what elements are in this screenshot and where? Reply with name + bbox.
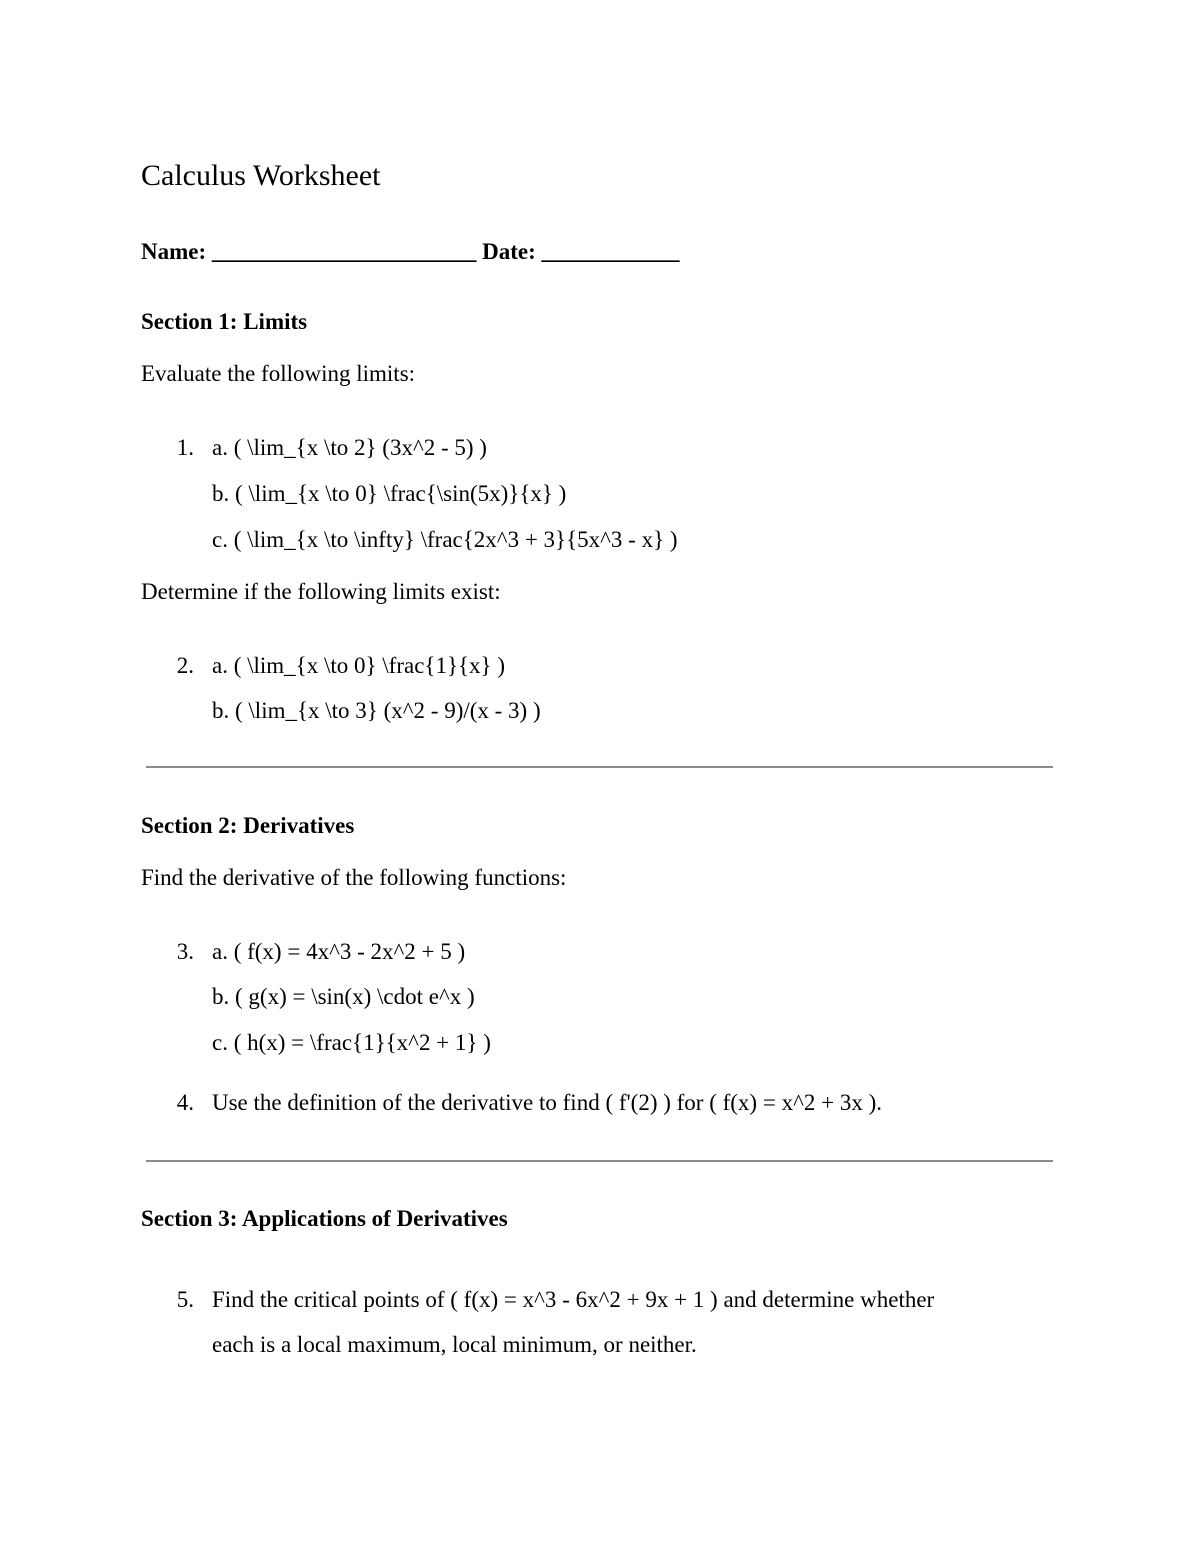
section-2-heading: Section 2: Derivatives	[141, 813, 355, 838]
question-2b: b. ( \lim_{x \to 3} (x^2 - 9)/(x - 3) )	[212, 698, 541, 723]
question-5-line-2: each is a local maximum, local minimum, or neither.	[212, 1332, 697, 1357]
question-1a: a. ( \lim_{x \to 2} (3x^2 - 5) )	[212, 435, 487, 460]
question-4-text: Use the definition of the derivative to find ( f'(2) ) for ( f(x) = x^2 + 3x ).	[212, 1090, 882, 1115]
section-1-instruction-exist: Determine if the following limits exist:	[141, 579, 501, 604]
question-1c: c. ( \lim_{x \to \infty} \frac{2x^3 + 3}{5x^3 - x} )	[212, 527, 678, 552]
question-2a: a. ( \lim_{x \to 0} \frac{1}{x} )	[212, 653, 505, 678]
section-1-heading: Section 1: Limits	[141, 309, 308, 334]
question-3-number: 3.	[176, 939, 194, 964]
section-2-instruction: Find the derivative of the following functions:	[141, 865, 567, 890]
question-4-number: 4.	[176, 1090, 194, 1115]
question-5-number: 5.	[176, 1287, 194, 1312]
question-3c: c. ( h(x) = \frac{1}{x^2 + 1} )	[212, 1030, 491, 1055]
section-1-instruction-evaluate: Evaluate the following limits:	[141, 361, 416, 386]
question-3b: b. ( g(x) = \sin(x) \cdot e^x )	[212, 984, 475, 1009]
section-divider	[146, 766, 1053, 768]
section-3-heading: Section 3: Applications of Derivatives	[141, 1206, 508, 1231]
question-3a: a. ( f(x) = 4x^3 - 2x^2 + 5 )	[212, 939, 466, 964]
question-2-number: 2.	[176, 653, 194, 678]
question-1b: b. ( \lim_{x \to 0} \frac{\sin(5x)}{x} )	[212, 481, 567, 506]
name-blank: _______________________	[211, 239, 477, 264]
date-label: Date:	[482, 239, 536, 264]
date-blank: ____________	[541, 239, 680, 264]
section-divider	[146, 1160, 1053, 1162]
name-date-line	[141, 238, 680, 266]
name-label: Name:	[141, 239, 207, 264]
page-title: Calculus Worksheet	[141, 159, 381, 192]
question-1-number: 1.	[176, 435, 194, 460]
question-5-line-1: Find the critical points of ( f(x) = x^3 - 6x^2 + 9x + 1 ) and determine whether	[212, 1287, 935, 1312]
